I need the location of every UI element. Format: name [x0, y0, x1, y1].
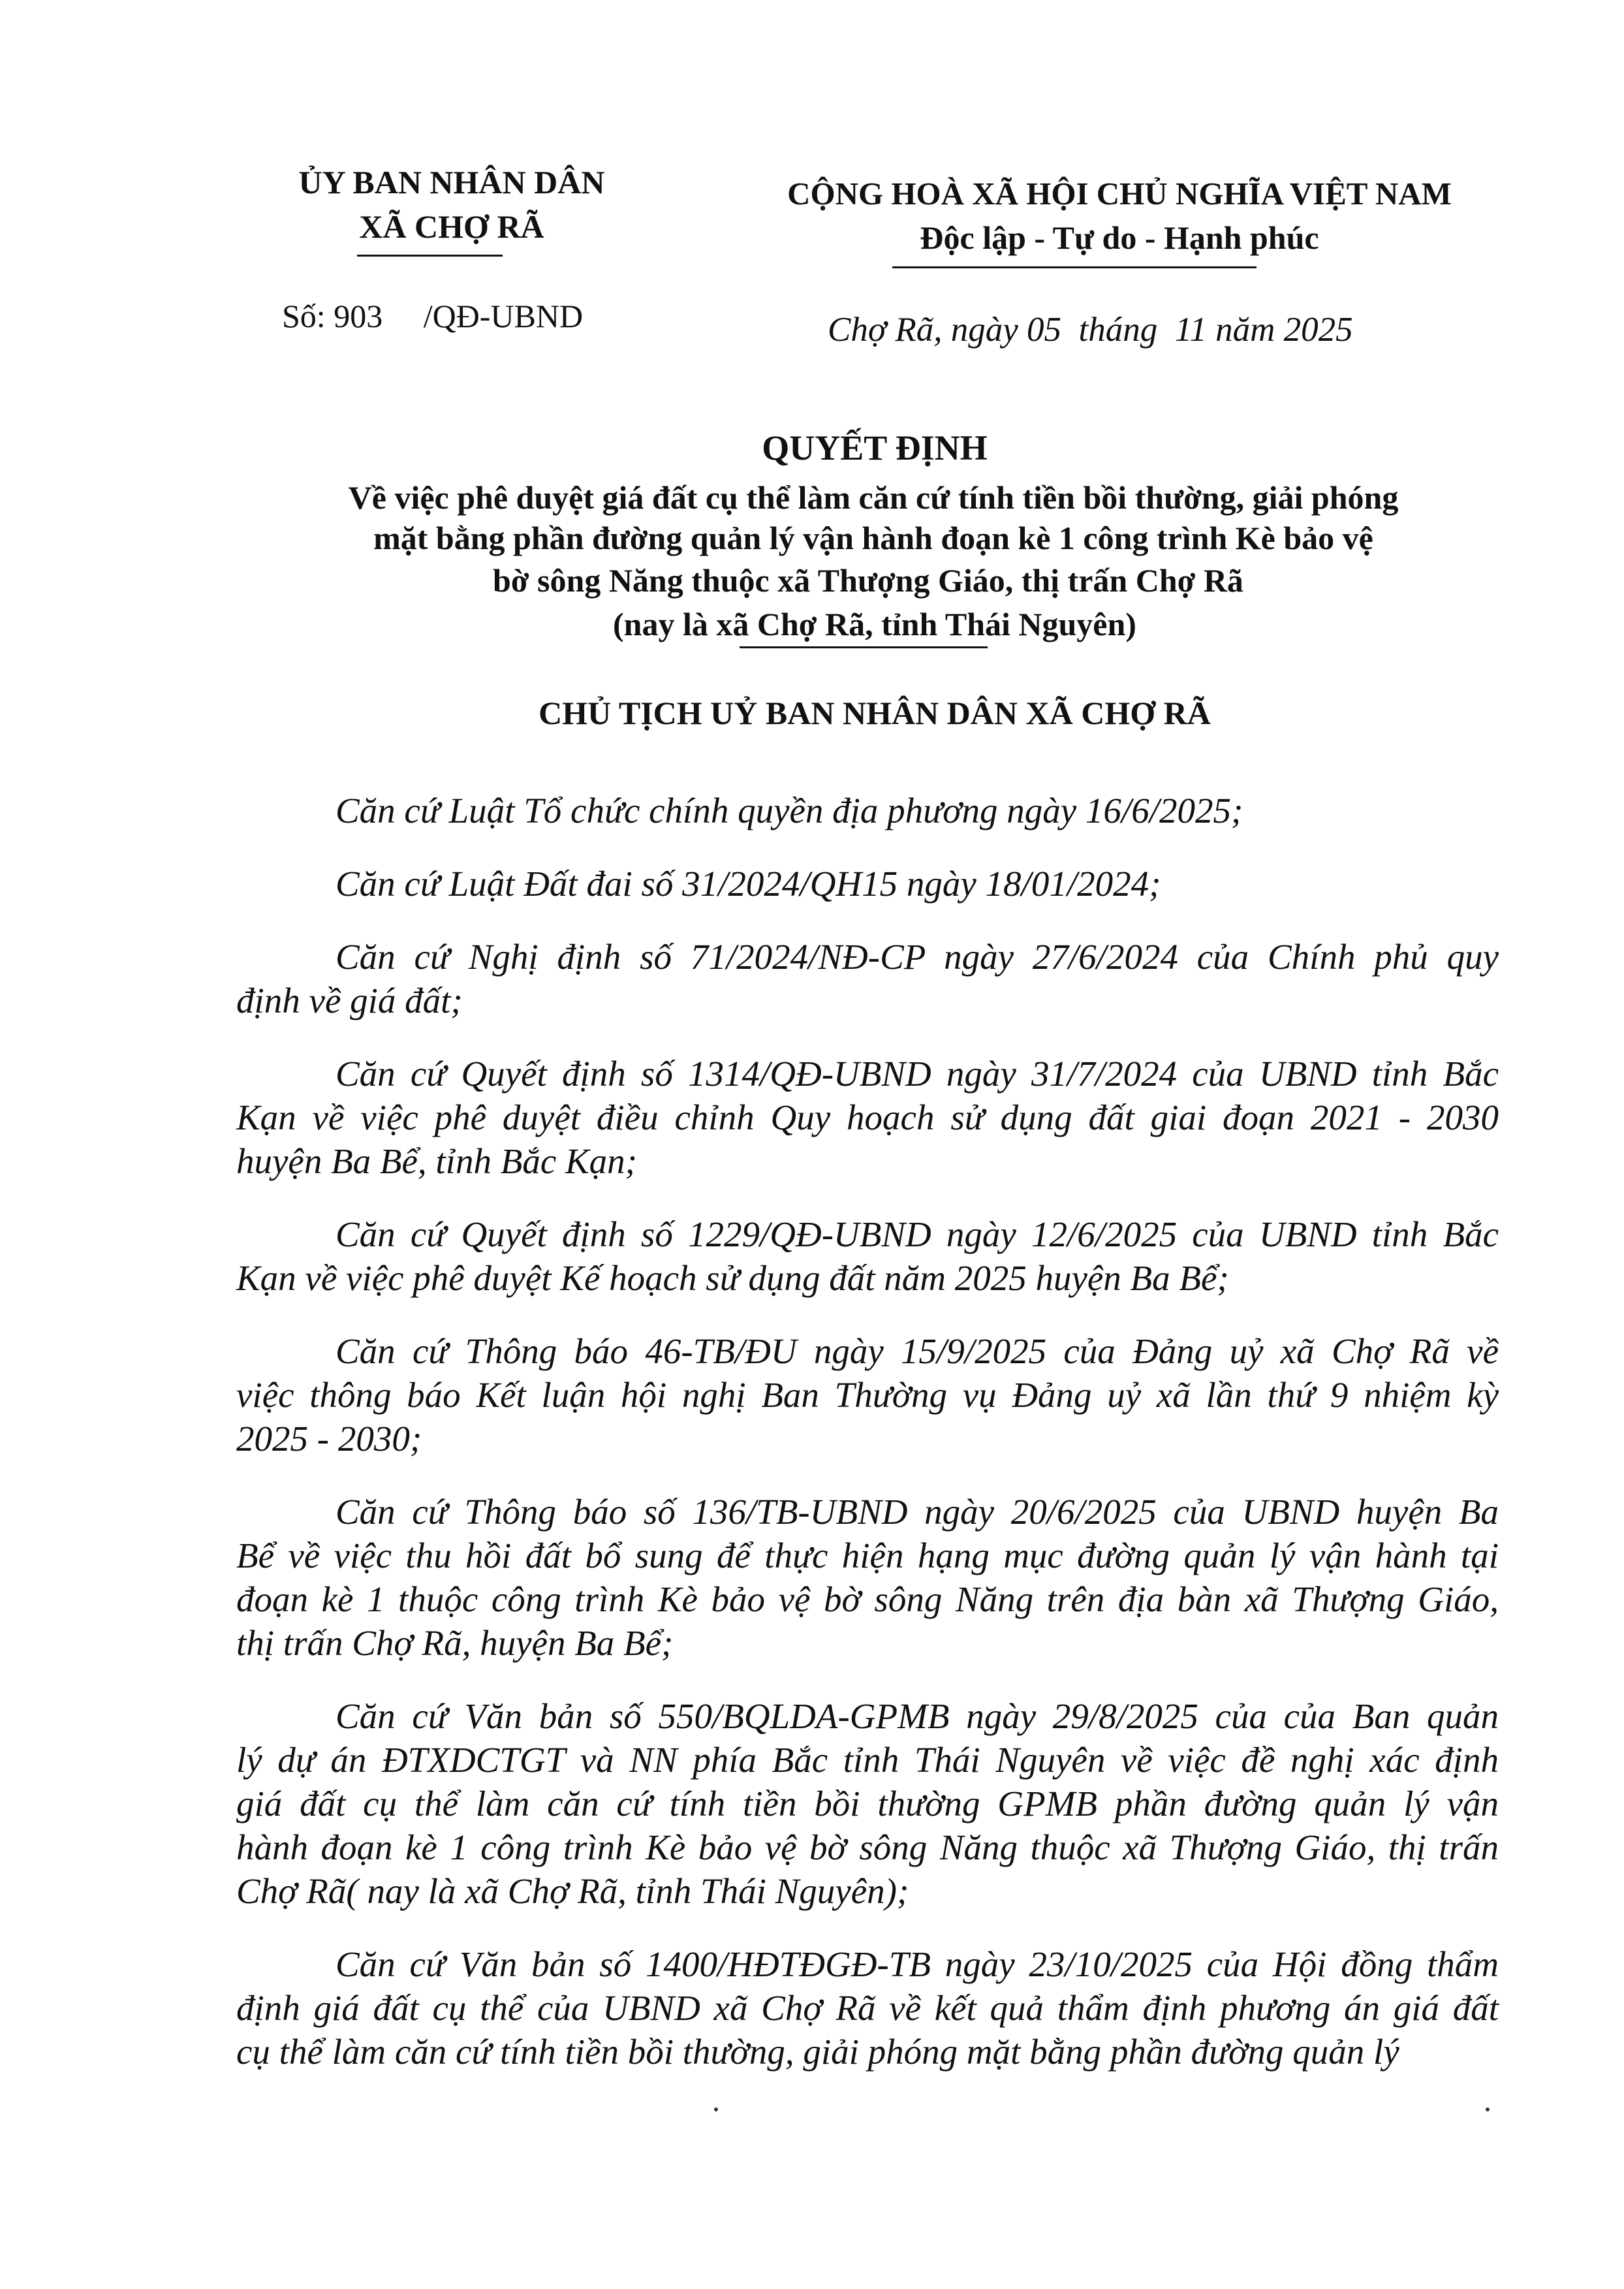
subject-underline: [740, 646, 988, 648]
paragraph-line: lý dự án ĐTXDCTGT và NN phía Bắc tỉnh Thái Nguyên về việc đề nghị xác định: [236, 1740, 1499, 1780]
paragraph-line: Căn cứ Thông báo 46-TB/ĐU ngày 15/9/2025 của Đảng uỷ xã Chợ Rã về: [336, 1331, 1499, 1371]
paragraph-line: Căn cứ Văn bản số 1400/HĐTĐGĐ-TB ngày 23/10/2025 của Hội đồng thẩm: [336, 1944, 1499, 1984]
legal-basis-paragraph: [236, 1694, 1499, 1913]
agency-name-line2: XÃ CHỢ RÃ: [359, 208, 544, 245]
paragraph-line: Căn cứ Quyết định số 1229/QĐ-UBND ngày 12/6/2025 của UBND tỉnh Bắc: [336, 1214, 1499, 1254]
legal-basis-paragraph: [236, 1329, 1499, 1460]
paragraph-line: giá đất cụ thể làm căn cứ tính tiền bồi thường GPMB phần đường quản lý vận: [236, 1784, 1499, 1823]
legal-basis-paragraph: [236, 935, 1499, 1022]
paragraph-line: việc thông báo Kết luận hội nghị Ban Thường vụ Đảng uỷ xã lần thứ 9 nhiệm kỳ: [236, 1375, 1499, 1415]
document-number: Số: 903 /QĐ-UBND: [282, 298, 584, 334]
paragraph-line: định giá đất cụ thể của UBND xã Chợ Rã về kết quả thẩm định phương án giá đất: [236, 1988, 1499, 2028]
document-body: [236, 789, 1499, 2103]
paragraph-line: hành đoạn kè 1 công trình Kè bảo vệ bờ sông Năng thuộc xã Thượng Giáo, thị trấn: [236, 1827, 1499, 1867]
agency-underline: [357, 255, 503, 257]
legal-basis-paragraph: [236, 1942, 1499, 2074]
subject-line: mặt bằng phần đường quản lý vận hành đoạn kè 1 công trình Kè bảo vệ: [373, 520, 1373, 556]
paragraph-line: định về giá đất;: [236, 981, 463, 1020]
paragraph-line: Bể về việc thu hồi đất bổ sung để thực hiện hạng mục đường quản lý vận hành tại: [236, 1536, 1499, 1575]
agency-name-line1: ỦY BAN NHÂN DÂN: [298, 164, 605, 200]
subject-line: Về việc phê duyệt giá đất cụ thể làm căn cứ tính tiền bồi thường, giải phóng: [348, 479, 1399, 516]
scan-mark: [714, 2107, 718, 2111]
national-motto: Độc lập - Tự do - Hạnh phúc: [920, 219, 1319, 256]
paragraph-line: Kạn về việc phê duyệt Kế hoạch sử dụng đất năm 2025 huyện Ba Bể;: [236, 1258, 1229, 1298]
paragraph-line: thị trấn Chợ Rã, huyện Ba Bể;: [236, 1623, 674, 1663]
motto-underline: [892, 266, 1257, 268]
issuing-authority: CHỦ TỊCH UỶ BAN NHÂN DÂN XÃ CHỢ RÃ: [539, 695, 1211, 731]
paragraph-line: Căn cứ Văn bản số 550/BQLDA-GPMB ngày 29/8/2025 của của Ban quản: [336, 1696, 1499, 1736]
paragraph-line: Căn cứ Luật Tổ chức chính quyền địa phương ngày 16/6/2025;: [336, 791, 1243, 830]
legal-basis-paragraph: [236, 862, 1499, 906]
paragraph-line: Căn cứ Thông báo số 136/TB-UBND ngày 20/6/2025 của UBND huyện Ba: [336, 1492, 1499, 1532]
subject-line: (nay là xã Chợ Rã, tỉnh Thái Nguyên): [613, 606, 1136, 642]
paragraph-line: 2025 - 2030;: [236, 1419, 422, 1459]
place-and-date: Chợ Rã, ngày 05 tháng 11 năm 2025: [828, 311, 1353, 349]
paragraph-line: huyện Ba Bể, tỉnh Bắc Kạn;: [236, 1141, 637, 1181]
subject-line: bờ sông Năng thuộc xã Thượng Giáo, thị trấn Chợ Rã: [493, 562, 1243, 599]
paragraph-line: đoạn kè 1 thuộc công trình Kè bảo vệ bờ sông Năng trên địa bàn xã Thượng Giáo,: [236, 1579, 1499, 1619]
paragraph-line: Căn cứ Quyết định số 1314/QĐ-UBND ngày 31/7/2024 của UBND tỉnh Bắc: [336, 1054, 1499, 1094]
paragraph-line: Căn cứ Luật Đất đai số 31/2024/QH15 ngày 18/01/2024;: [336, 864, 1161, 904]
paragraph-line: Chợ Rã( nay là xã Chợ Rã, tỉnh Thái Nguyên);: [236, 1871, 909, 1911]
paragraph-line: Căn cứ Nghị định số 71/2024/NĐ-CP ngày 27/6/2024 của Chính phủ quy: [336, 937, 1499, 977]
paragraph-line: Kạn về việc phê duyệt điều chỉnh Quy hoạch sử dụng đất giai đoạn 2021 - 2030: [236, 1097, 1499, 1137]
national-title: CỘNG HOÀ XÃ HỘI CHỦ NGHĨA VIỆT NAM: [787, 176, 1452, 212]
legal-basis-paragraph: [236, 1490, 1499, 1665]
legal-basis-paragraph: [236, 1212, 1499, 1300]
legal-basis-paragraph: [236, 1052, 1499, 1183]
document-heading: QUYẾT ĐỊNH: [762, 428, 988, 467]
scan-mark: [1486, 2107, 1490, 2111]
paragraph-line: cụ thể làm căn cứ tính tiền bồi thường, giải phóng mặt bằng phần đường quản lý: [236, 2032, 1399, 2072]
legal-basis-paragraph: [236, 789, 1499, 832]
